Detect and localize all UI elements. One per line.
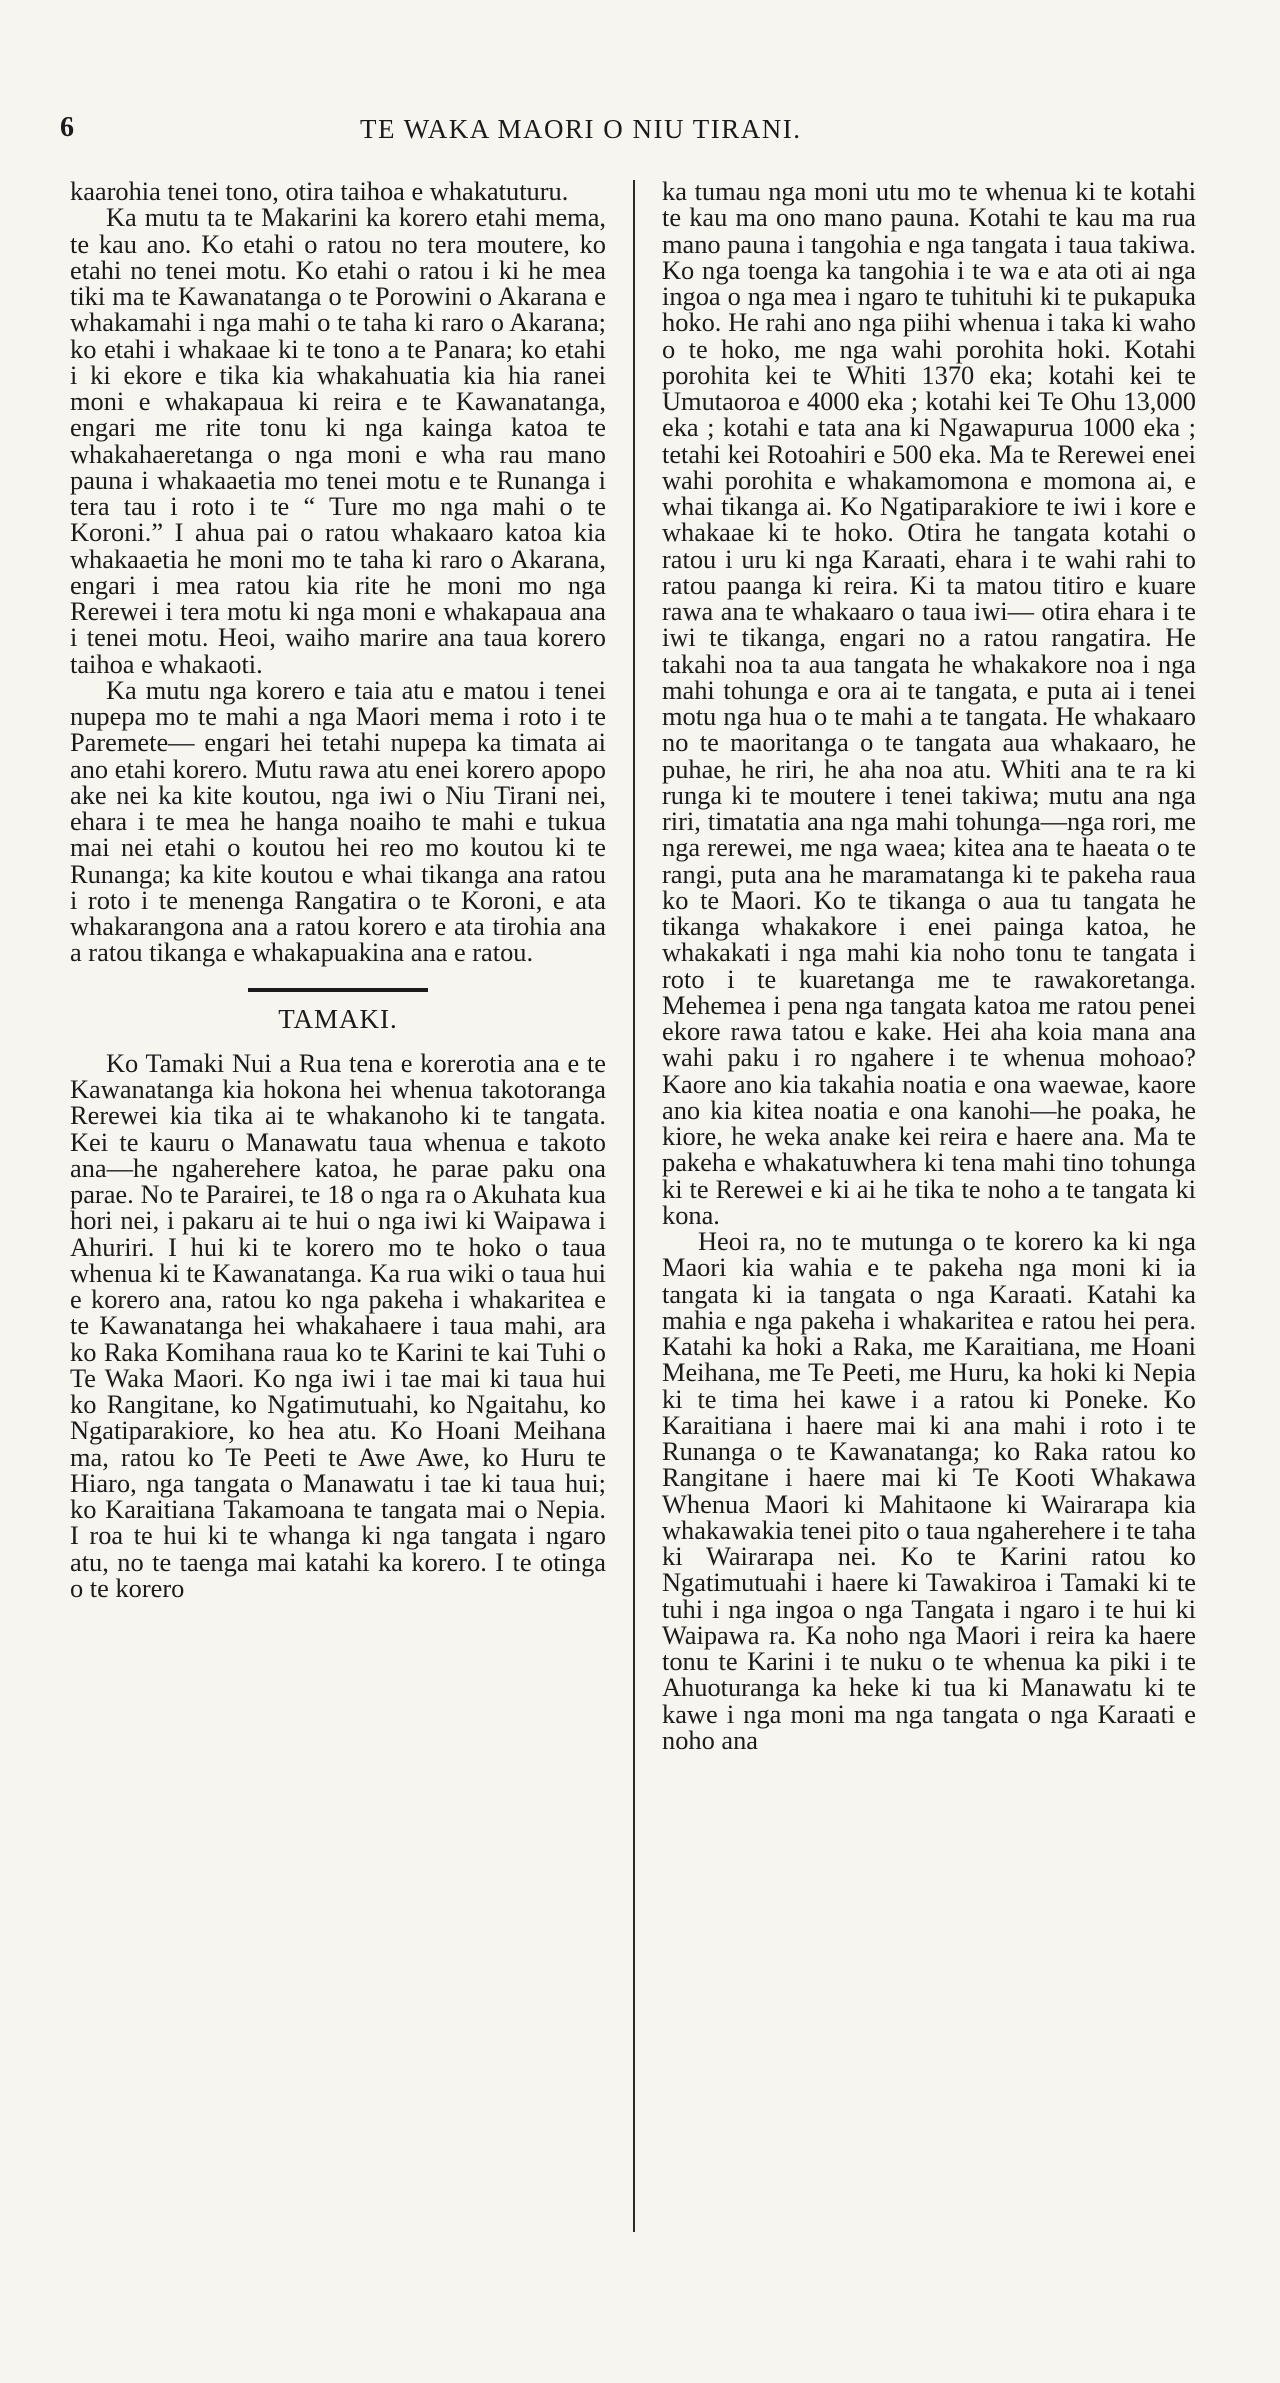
column-divider: [633, 180, 635, 2232]
right-paragraph-2: Heoi ra, no te mutunga o te korero ka ki nga Maori kia wahia e te pakeha nga moni ki ia tangata ki ia tangata o nga Karaati. Katahi ka mahia e nga pakeha i whakaritea e ratou hei pera. Katahi ka hoki a Raka, me Karaitiana, me Hoani Meihana, me Te Peeti, me Huru, ka hoki ki Nepia ki te tima hei kawe i a ratou ki Poneke. Ko Karaitiana i haere mai ki ana mahi i roto i te Runanga o te Kawanatanga; ko Raka ratou ko Rangitane i haere mai ki Te Kooti Whakawa Whenua Maori ki Mahitaone ki Wairarapa kia whakawakia tenei pito o taua ngaherehere i te taha ki Wairarapa nei. Ko te Karini ratou ko Ngatimutuahi i haere ki Tawakiroa i Tamaki ki te tuhi i nga ingoa o nga Tangata i ngaro i te hui ki Waipawa ra. Ka noho nga Maori i reira ka haere tonu te Karini i te nuku o te whenua ka piki i te Ahuoturanga ka heke ki tua ki Manawatu ki te kawe i nga moni ma nga tangata o nga Karaati e noho ana: [662, 1226, 1196, 1755]
left-paragraph-4: Ko Tamaki Nui a Rua tena e korerotia ana e te Kawanatanga kia hokona hei whenua takotoranga Rerewei kia tika ai te whakanoho ki te tangata. Kei te kauru o Manawatu taua whenua e takoto ana—he ngaherehere katoa, he parae paku ona parae. No te Parairei, te 18 o nga ra o Akuhata kua hori nei, i pakaru ai te hui o nga iwi ki Waipawa i Ahuriri. I hui ki te korero mo te hoko o taua whenua ki te Kawanatanga. Ka rua wiki o taua hui e korero ana, ratou ko nga pakeha i whakaritea e te Kawanatanga hei whakahaere i taua mahi, ara ko Raka Komihana raua ko te Karini te kai Tuhi o Te Waka Maori. Ko nga iwi i tae mai ki taua hui ko Rangitane, ko Ngatimutuahi, ko Ngaitahu, ko Ngatiparakiore, ko hea atu. Ko Hoani Meihana ma, ratou ko Te Peeti te Awe Awe, ko Huru te Hiaro, nga tangata o Manawatu i tae ki taua hui; ko Karaitiana Takamoana te tangata mai o Nepia. I roa te hui ki te whanga ki nga tangata i ngaro atu, no te taenga mai katahi ka korero. I te otinga o te korero: [70, 1047, 606, 1603]
page-number: 6: [60, 112, 74, 143]
section-title-tamaki: TAMAKI.: [278, 1003, 398, 1034]
left-column: [70, 178, 606, 1601]
right-paragraph-1: ka tumau nga moni utu mo te whenua ki te kotahi te kau ma ono mano pauna. Kotahi te kau ma rua mano pauna i tangohia e nga tangata i taua takiwa. Ko nga toenga ka tangohia i te wa e ata oti ai nga ingoa o nga mea i ngaro te tuhituhi ki te pukapuka hoko. He rahi ano nga piihi whenua i taka ki waho o te hoko, me nga wahi porohita hoki. Kotahi porohita kei te Whiti 1370 eka; kotahi kei te Umutaoroa e 4000 eka ; kotahi kei Te Ohu 13,000 eka ; kotahi e tata ana ki Ngawapurua 1000 eka ; tetahi kei Rotoahiri e 500 eka. Ma te Rerewei enei wahi porohita e whakamomona e momona ai, e whai tikanga ai. Ko Ngatiparakiore te iwi i kore e whakaae ki te hoko. Otira he tangata kotahi o ratou i uru ki nga Karaati, ehara i te wahi rahi to ratou paanga ki reira. Ki ta matou titiro e kuare rawa ana te whakaaro o taua iwi— otira ehara i te iwi te tikanga, engari no a ratou rangatira. He takahi noa ta aua tangata he whakakore noa i nga mahi tohunga e ora ai te tangata, e puta ai i tenei motu nga hua o te mahi a te tangata. He whakaaro no te maoritanga o te tangata aua whakaaro, he puhae, he riri, he aha noa atu. Whiti ana te ra ki runga ki te moutere i tenei takiwa; mutu ana nga riri, timatatia ana nga mahi tohunga—nga rori, me nga rerewei, me nga waea; kitea ana te haeata o te rangi, puta ana he maramatanga ki te pakeha raua ko te Maori. Ko te tikanga o aua tu tangata he tikanga whakakore i enei painga katoa, he whakakati i nga mahi kia noho tonu te tangata i roto i te kuaretanga me te rawakoretanga. Mehemea i pena nga tangata katoa me ratou penei ekore rawa tatou e kake. Hei aha koia mana ana wahi paku i ro ngahere i te whenua mohoao? Kaore ano kia takahia noatia e ona waewae, kaore ano kia kitea noatia e ona kanohi—he poaka, he kiore, he weka anake kei reira e haere ana. Ma te pakeha e whakatuwhera ki tena mahi tino tohunga ki te Rerewei e ki ai he tika te noho a te tangata ki kona.: [662, 176, 1196, 1230]
left-paragraph-2: Ka mutu ta te Makarini ka korero etahi mema, te kau ano. Ko etahi o ratou no tera moutere, ko etahi no tenei motu. Ko etahi o ratou i ki he mea tiki ma te Kawanatanga o te Porowini o Akarana e whakamahi i nga mahi o te taha ki raro o Akarana; ko etahi i whakaae ki te tono a te Panara; ko etahi i ki ekore e tika kia whakahuatia kia hia ranei moni e whakapaua ki reira e te Kawanatanga, engari me rite tonu ki nga kainga katoa te whakahaeretanga o nga moni e wha rau mano pauna i whakaaetia mo tenei motu e te Runanga i tera tau i roto i te “ Ture mo nga mahi o te Koroni.” I ahua pai o ratou whakaaro katoa kia whakaaetia he moni mo te taha ki raro o Akarana, engari i mea ratou kia rite he moni mo nga Rerewei i tera motu ki nga moni e whakapaua ana i tenei motu. Heoi, waiho marire ana taua korero taihoa e whakaoti.: [70, 202, 606, 679]
left-paragraph-1: kaarohia tenei tono, otira taihoa e whakatuturu.: [70, 176, 569, 206]
left-paragraph-3: Ka mutu nga korero e taia atu e matou i tenei nupepa mo te mahi a nga Maori mema i roto i te Paremete— engari hei tetahi nupepa ka timata ai ano etahi korero. Mutu rawa atu enei korero apopo ake nei ka kite koutou, nga iwi o Niu Tirani nei, ehara i te mea he hanga noaiho te mahi e tukua mai nei etahi o koutou hei reo mo koutou ki te Runanga; ka kite koutou e whai tikanga ana ratou i roto i te menenga Rangatira o te Koroni, e ata whakarangona ana a ratou korero e ata tirohia ana a ratou tikanga e whakapuakina ana e ratou.: [70, 674, 606, 968]
running-head-title: TE WAKA MAORI O NIU TIRANI.: [360, 114, 802, 144]
right-column: [662, 178, 1196, 1753]
section-divider: [248, 988, 428, 992]
